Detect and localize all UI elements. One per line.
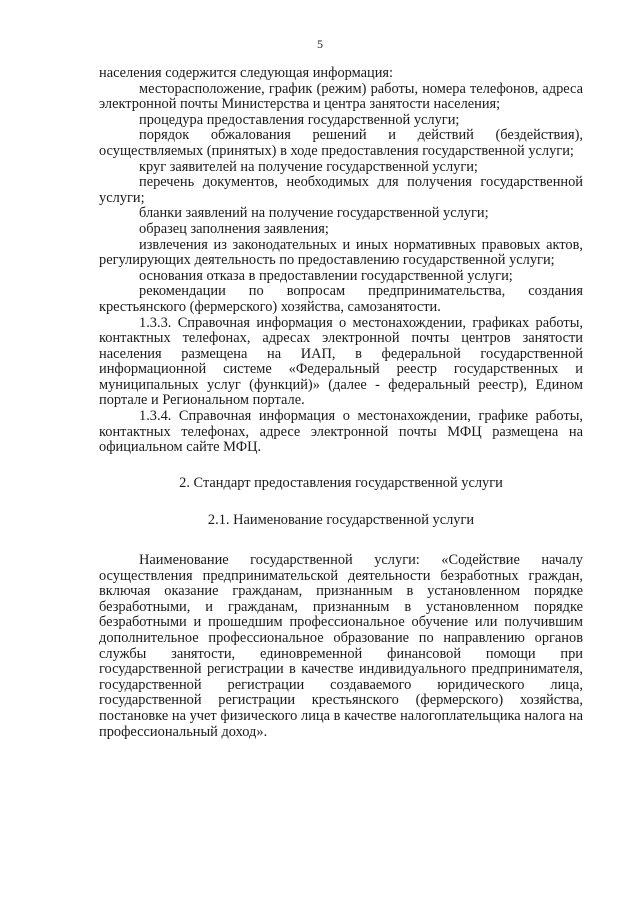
paragraph: бланки заявлений на получение государственной услуги; — [139, 205, 489, 222]
section-heading: 2. Стандарт предоставления государственной услуги — [179, 474, 503, 491]
paragraph: 1.3.3. Справочная информация о местонахождении, графиках работы, контактных телефонах, адресах электронной почты центров занятости населения размещена на ИАП, в федеральной государственной информационной системе «Федеральный реестр государственных и муниципальных услуг (функций)» (далее - федеральный реестр), Едином портале и Региональном портале. — [99, 314, 583, 409]
paragraph: извлечения из законодательных и иных нормативных правовых актов, регулирующих деятельность по предоставлению государственной услуги; — [99, 236, 583, 269]
paragraph: порядок обжалования решений и действий (бездействия), осуществляемых (принятых) в ходе предоставления государственной услуги; — [99, 127, 583, 159]
page-number: 5 — [317, 37, 323, 51]
paragraph: Наименование государственной услуги: «Содействие началу осуществления предпринимательской деятельности безработных граждан, включая оказание гражданам, признанным в установленном порядке безработными, и гражданам, признанным в установленном порядке безработными и прошедшим профессиональное обучение или получившим дополнительное профессиональное образование по направлению органов службы занятости, единовременной финансовой помощи при государственной регистрации в качестве индивидуального предпринимателя, государственной регистрации создаваемого юридического лица, государственной регистрации крестьянского (фермерского) хозяйства, постановке на учет физического лица в качестве налогоплательщика налога на профессиональный доход». — [99, 552, 583, 740]
paragraph: рекомендации по вопросам предпринимательства, создания крестьянского (фермерского) хозяйства, самозанятости. — [99, 283, 583, 315]
paragraph: перечень документов, необходимых для получения государственной услуги; — [99, 174, 583, 206]
paragraph: населения содержится следующая информация: — [99, 65, 394, 81]
paragraph: процедура предоставления государственной услуги; — [139, 111, 460, 128]
paragraph: круг заявителей на получение государственной услуги; — [139, 158, 478, 175]
document-body — [99, 66, 583, 740]
subsection-heading: 2.1. Наименование государственной услуги — [207, 512, 475, 529]
paragraph: 1.3.4. Справочная информация о местонахождении, графике работы, контактных телефонах, адресе электронной почты МФЦ размещена на официальном сайте МФЦ. — [99, 408, 583, 456]
paragraph: основания отказа в предоставлении государственной услуги; — [139, 267, 513, 284]
paragraph: образец заполнения заявления; — [139, 220, 329, 237]
paragraph: месторасположение, график (режим) работы, номера телефонов, адреса электронной почты Министерства и центра занятости населения; — [99, 80, 583, 113]
